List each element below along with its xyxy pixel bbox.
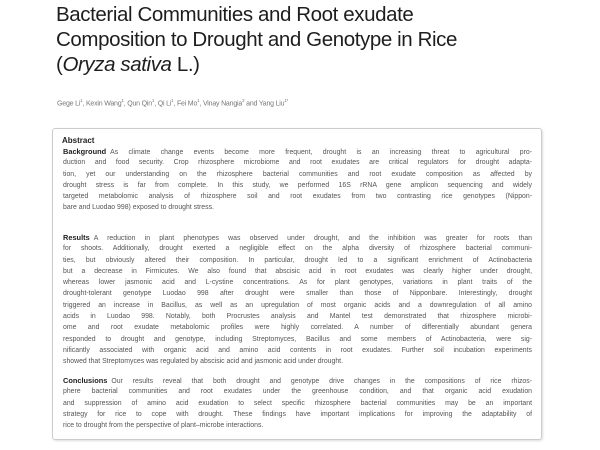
title-authority: L.)	[171, 53, 200, 76]
title-line-2: Composition to Drought and Genotype in Rice	[56, 28, 458, 51]
abstract-line	[63, 420, 532, 431]
line-text: rice to drought from the perspective of plant–microbe interactions.	[63, 422, 264, 430]
author-name: Kexin Wang	[85, 100, 122, 108]
abstract-background	[63, 146, 532, 214]
line-text: strategy for rice to cope with drought. These findings have important implications for improving the adaptability of	[63, 410, 532, 418]
line-text: bare and Luodao 998) exposed to drought stress.	[63, 204, 214, 212]
line-text: responded to drought and genotype, including Streptomyces, Bacillus and some members of Actinobacteria, were sig-	[63, 335, 532, 343]
paper-title	[56, 2, 457, 77]
abstract-results	[63, 232, 532, 368]
author-separator: ,	[123, 100, 128, 108]
line-text: but a decrease in Firmicutes. We also found that abscisic acid in root exudates was clearly higher under drought,	[63, 267, 532, 275]
title-line-1: Bacterial Communities and Root exudate	[56, 3, 414, 26]
abstract-line	[63, 157, 532, 168]
line-text: for shoots. Additionally, drought exerted a negligible effect on the alpha diversity of rhizosphere bacterial communi-	[63, 245, 532, 253]
line-text: A reduction in plant phenotypes was observed under drought, and the inhibition was greater for roots than	[93, 235, 532, 242]
author-separator: ,	[82, 100, 86, 108]
abstract-line	[63, 180, 532, 191]
title-line-3	[56, 52, 457, 77]
abstract-line	[63, 277, 532, 288]
abstract-line	[63, 334, 532, 345]
abstract-line	[63, 255, 532, 266]
line-text: acids in Luodao 998. Notably, both Procrustes analysis and Mantel test demonstrated that rhizosphere microbi-	[63, 313, 532, 321]
abstract-line	[63, 169, 532, 180]
abstract-line	[63, 191, 532, 202]
line-text: drought stress is far from complete. In this study, we performed 16S rRNA gene amplicon sequencing and widely	[63, 181, 532, 189]
line-text: duction and food security. Crop rhizosphere microbiome and root exudates are critical regulators for drought adapta-	[63, 159, 532, 167]
author-separator: ,	[173, 100, 177, 108]
abstract-line	[63, 398, 532, 409]
author-name: Fei Mo	[176, 100, 198, 108]
abstract-line	[63, 146, 532, 157]
abstract-line	[63, 345, 532, 356]
author-name: Vinay Nangia	[202, 100, 243, 108]
section-label: Conclusions	[63, 376, 108, 385]
abstract-line	[63, 409, 532, 420]
abstract-line	[63, 243, 532, 254]
line-text: ties, but obviously altered their composition. In particular, drought led to a significant enrichment of Actinobacteria	[63, 256, 532, 264]
abstract-line	[63, 356, 532, 367]
author-affiliation: 1	[197, 98, 200, 103]
abstract-line	[63, 322, 532, 333]
abstract-line	[63, 386, 532, 397]
line-text: triggered an increase in Bacillus, as well as an upregulation of most organic acids and a downregulation of all amino	[63, 301, 532, 309]
author-affiliation: 2	[242, 98, 245, 103]
line-text: Our results reveal that both drought and genotype drive changes in the compositions of rice rhizos-	[111, 378, 532, 385]
line-text: targeted metabolomic analysis of rhizosphere soil and root exudates from two contrasting rice genotypes (Nippon-	[63, 193, 532, 201]
line-text: and suppression of amino acid exudation to select specific rhizosphere bacterial communities may be an important	[63, 399, 532, 407]
author-name: Qun Qin	[127, 100, 152, 108]
line-text: As climate change events become more frequent, drought is an increasing threat to agricultural pro-	[110, 149, 532, 156]
line-text: ome and root exudate metabolomic profiles were highly correlated. A number of differentially abundant genera	[63, 324, 532, 332]
author-name: Gege Li	[57, 100, 81, 108]
section-label: Results	[63, 233, 90, 242]
species-name: Oryza sativa	[62, 53, 172, 76]
author-affiliation: 1	[171, 98, 174, 103]
abstract-line	[63, 232, 532, 243]
abstract-line	[63, 375, 532, 386]
line-text: showed that Streptomyces was regulated by abscisic acid and jasmonic acid under drought.	[63, 358, 343, 366]
abstract-heading: Abstract	[62, 136, 95, 145]
abstract-line	[63, 266, 532, 277]
abstract-line	[63, 311, 532, 322]
author-affiliation: 1	[151, 98, 155, 103]
section-label: Background	[63, 147, 107, 156]
title-paren: (	[56, 53, 63, 76]
author-name: Yang Liu	[258, 100, 285, 108]
line-text: drought-tolerant genotype Luodao 998 after drought were smaller than those of Nipponbare. Interestingly, drought	[63, 290, 532, 298]
abstract-line	[63, 202, 532, 213]
line-text: whereas lower jasmonic acid and L-cystine concentrations. As for plant genotypes, variations in plant traits of the	[63, 279, 532, 287]
abstract-line	[63, 300, 532, 311]
author-list	[57, 98, 288, 107]
abstract-line	[63, 288, 532, 299]
author-affiliation: 1	[121, 98, 124, 103]
author-separator: ,	[199, 100, 203, 108]
line-text: nificantly associated with organic acid and amino acid contents in root exudates. Further soil incubation experiments	[63, 346, 532, 354]
author-affiliation: 1*	[284, 98, 289, 103]
author-name: Qi Li	[157, 100, 172, 108]
author-separator: ,	[154, 100, 158, 108]
abstract-conclusions	[63, 375, 532, 431]
line-text: tion, yet our understanding on the rhizosphere bacterial communities and root exudate composition as affected by	[63, 170, 532, 178]
author-affiliation: 1	[80, 98, 83, 103]
line-text: phere bacterial communities and root exudates under the greenhouse condition, and that organic acid exudation	[63, 388, 532, 396]
author-separator: and	[244, 100, 259, 108]
